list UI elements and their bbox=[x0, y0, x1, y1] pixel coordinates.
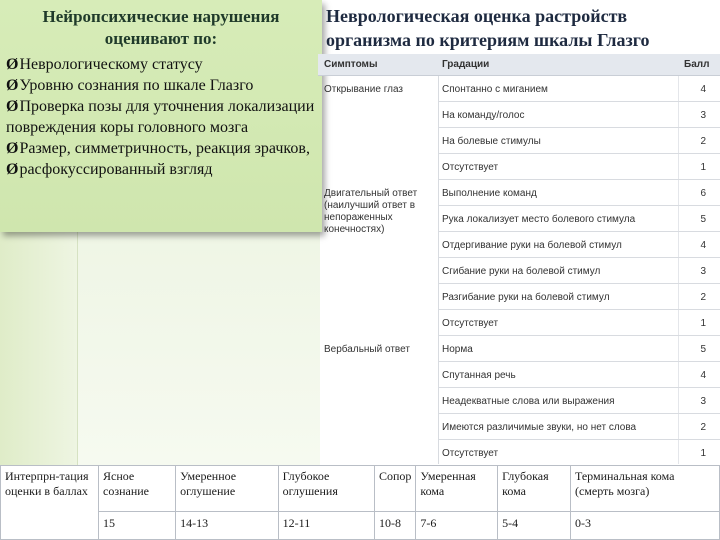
criteria-item: Ø Размер, симметричность, реакция зрачков, bbox=[6, 138, 316, 159]
range-cell: 7-6 bbox=[416, 511, 498, 539]
grade-cell: Сгибание руки на болевой стимул bbox=[442, 266, 601, 277]
score-cell: 2 bbox=[700, 292, 706, 303]
score-cell: 5 bbox=[700, 214, 706, 225]
grade-cell: Отсутствует bbox=[442, 448, 499, 459]
grade-cell: Отдергивание руки на болевой стимул bbox=[442, 240, 622, 251]
interpretation-table bbox=[0, 465, 720, 540]
glasgow-table-header bbox=[318, 54, 720, 76]
table-row bbox=[438, 336, 720, 362]
table-row bbox=[438, 206, 720, 232]
table-row bbox=[438, 102, 720, 128]
assessment-criteria-box bbox=[0, 0, 322, 232]
score-cell: 1 bbox=[700, 318, 706, 329]
range-cell: 14-13 bbox=[176, 511, 279, 539]
interpretation-state-row bbox=[1, 466, 720, 512]
interpretation-range-row bbox=[1, 511, 720, 539]
glasgow-scale-table bbox=[318, 54, 720, 464]
state-cell: Умеренное оглушение bbox=[176, 466, 279, 512]
state-cell: Глубокая кома bbox=[498, 466, 571, 512]
score-cell: 4 bbox=[700, 370, 706, 381]
grade-cell: Имеются различимые звуки, но нет слова bbox=[442, 422, 637, 433]
state-cell: Ясное сознание bbox=[99, 466, 176, 512]
state-cell: Умеренная кома bbox=[416, 466, 498, 512]
score-cell: 5 bbox=[700, 344, 706, 355]
table-row bbox=[438, 414, 720, 440]
score-cell: 2 bbox=[700, 422, 706, 433]
state-cell: Терминальная кома (смерть мозга) bbox=[570, 466, 719, 512]
table-row bbox=[438, 440, 720, 466]
grade-cell: На команду/голос bbox=[442, 110, 525, 121]
table-row bbox=[438, 76, 720, 102]
range-cell: 10-8 bbox=[374, 511, 415, 539]
criteria-item: Ø Уровню сознания по шкале Глазго bbox=[6, 75, 316, 96]
criteria-list bbox=[6, 54, 316, 180]
score-cell: 1 bbox=[700, 448, 706, 459]
table-row bbox=[438, 310, 720, 336]
score-cell: 1 bbox=[700, 162, 706, 173]
grade-cell: Норма bbox=[442, 344, 473, 355]
criteria-item: Ø Проверка позы для уточнения локализации повреждения коры головного мозга bbox=[6, 96, 316, 138]
grade-cell: Отсутствует bbox=[442, 162, 499, 173]
score-cell: 3 bbox=[700, 396, 706, 407]
state-cell: Сопор bbox=[374, 466, 415, 512]
table-row bbox=[438, 388, 720, 414]
score-cell: 3 bbox=[700, 266, 706, 277]
symptom-label: Открывание глаз bbox=[324, 84, 403, 95]
table-row bbox=[438, 128, 720, 154]
table-row bbox=[438, 154, 720, 180]
grade-cell: Спонтанно с миганием bbox=[442, 84, 548, 95]
criteria-item: Ø Неврологическому статусу bbox=[6, 54, 316, 75]
interpretation-label: Интерпрн-тация оценки в баллах bbox=[1, 466, 99, 540]
symptom-label: Вербальный ответ bbox=[324, 344, 410, 355]
glasgow-section-title: Неврологическая оценка растройств организма по критериям шкалы Глазго bbox=[326, 6, 650, 50]
score-cell: 2 bbox=[700, 136, 706, 147]
score-cell: 6 bbox=[700, 188, 706, 199]
header-symptoms: Симптомы bbox=[324, 59, 378, 70]
grade-cell: Спутанная речь bbox=[442, 370, 516, 381]
grade-cell: Разгибание руки на болевой стимул bbox=[442, 292, 610, 303]
grade-cell: Неадекватные слова или выражения bbox=[442, 396, 615, 407]
table-row bbox=[438, 258, 720, 284]
score-cell: 4 bbox=[700, 240, 706, 251]
score-cell: 4 bbox=[700, 84, 706, 95]
header-grades: Градации bbox=[442, 59, 490, 70]
grade-cell: Рука локализует место болевого стимула bbox=[442, 214, 636, 225]
range-cell: 15 bbox=[99, 511, 176, 539]
criteria-title: Нейропсихические нарушения оценивают по: bbox=[42, 7, 280, 48]
state-cell: Глубокое оглушения bbox=[278, 466, 374, 512]
table-row bbox=[438, 362, 720, 388]
range-cell: 12-11 bbox=[278, 511, 374, 539]
score-cell: 3 bbox=[700, 110, 706, 121]
table-row bbox=[438, 284, 720, 310]
table-row bbox=[438, 232, 720, 258]
header-score: Балл bbox=[684, 59, 710, 70]
grade-cell: На болевые стимулы bbox=[442, 136, 541, 147]
grade-cell: Отсутствует bbox=[442, 318, 499, 329]
range-cell: 5-4 bbox=[498, 511, 571, 539]
criteria-item: Ø расфокуссированный взгляд bbox=[6, 159, 316, 180]
range-cell: 0-3 bbox=[570, 511, 719, 539]
left-decorative-bar bbox=[0, 232, 78, 465]
table-row bbox=[438, 180, 720, 206]
grade-cell: Выполнение команд bbox=[442, 188, 537, 199]
symptom-label: Двигательный ответ (наилучший ответ в непораженных конечностях) bbox=[324, 188, 418, 235]
